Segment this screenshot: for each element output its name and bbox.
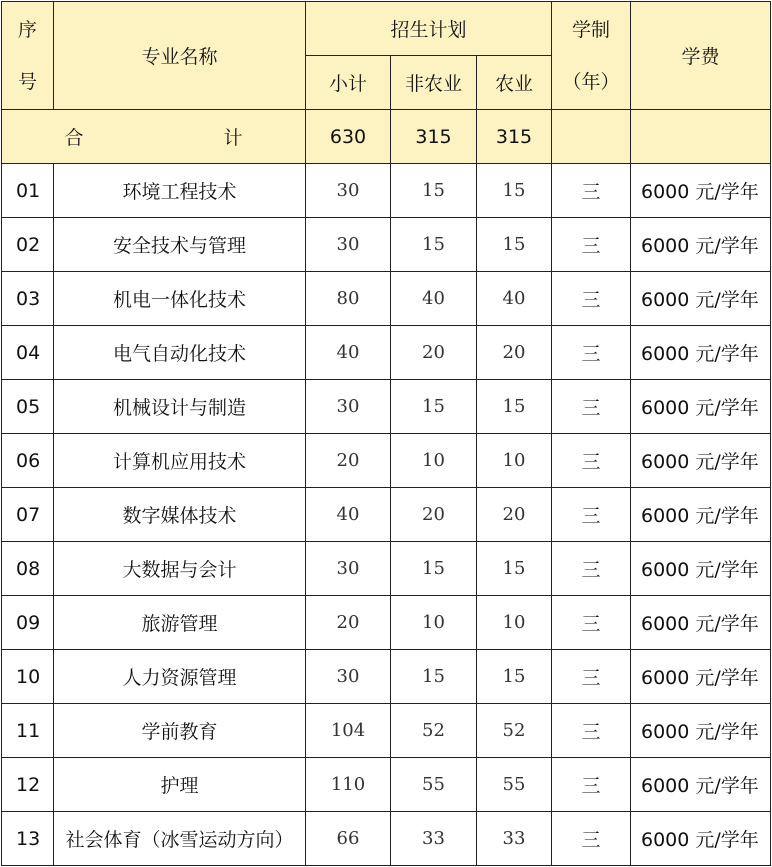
table-row bbox=[2, 272, 771, 326]
cell-agri: 55 bbox=[477, 758, 552, 812]
cell-fee: 6000 元/学年 bbox=[631, 596, 771, 650]
cell-major: 机电一体化技术 bbox=[54, 272, 306, 326]
header-subtotal: 小计 bbox=[306, 56, 391, 110]
cell-major: 安全技术与管理 bbox=[54, 218, 306, 272]
cell-duration: 三 bbox=[552, 812, 631, 866]
cell-subtotal: 110 bbox=[306, 758, 391, 812]
cell-seq: 09 bbox=[2, 596, 54, 650]
header-duration-line1: 学制 bbox=[571, 18, 610, 41]
cell-major: 护理 bbox=[54, 758, 306, 812]
cell-major: 学前教育 bbox=[54, 704, 306, 758]
cell-duration: 三 bbox=[552, 218, 631, 272]
table-row bbox=[2, 542, 771, 596]
cell-subtotal: 30 bbox=[306, 650, 391, 704]
cell-fee: 6000 元/学年 bbox=[631, 434, 771, 488]
cell-duration: 三 bbox=[552, 164, 631, 218]
cell-subtotal: 30 bbox=[306, 218, 391, 272]
cell-fee: 6000 元/学年 bbox=[631, 488, 771, 542]
header-duration bbox=[552, 2, 631, 110]
total-duration bbox=[552, 110, 631, 164]
table-row bbox=[2, 380, 771, 434]
table-row bbox=[2, 758, 771, 812]
cell-fee: 6000 元/学年 bbox=[631, 164, 771, 218]
cell-major: 环境工程技术 bbox=[54, 164, 306, 218]
cell-agri: 10 bbox=[477, 596, 552, 650]
cell-seq: 13 bbox=[2, 812, 54, 866]
cell-fee: 6000 元/学年 bbox=[631, 272, 771, 326]
cell-major: 数字媒体技术 bbox=[54, 488, 306, 542]
header-plan: 招生计划 bbox=[306, 2, 552, 56]
cell-subtotal: 40 bbox=[306, 488, 391, 542]
cell-subtotal: 20 bbox=[306, 434, 391, 488]
cell-fee: 6000 元/学年 bbox=[631, 380, 771, 434]
cell-non-agri: 15 bbox=[391, 380, 477, 434]
cell-duration: 三 bbox=[552, 596, 631, 650]
header-major: 专业名称 bbox=[54, 2, 306, 110]
cell-subtotal: 80 bbox=[306, 272, 391, 326]
cell-subtotal: 30 bbox=[306, 164, 391, 218]
cell-major: 计算机应用技术 bbox=[54, 434, 306, 488]
total-non-agri: 315 bbox=[391, 110, 477, 164]
cell-seq: 03 bbox=[2, 272, 54, 326]
cell-major: 旅游管理 bbox=[54, 596, 306, 650]
cell-seq: 06 bbox=[2, 434, 54, 488]
total-label bbox=[2, 110, 306, 164]
cell-duration: 三 bbox=[552, 704, 631, 758]
cell-fee: 6000 元/学年 bbox=[631, 542, 771, 596]
cell-fee: 6000 元/学年 bbox=[631, 326, 771, 380]
header-agri: 农业 bbox=[477, 56, 552, 110]
cell-agri: 20 bbox=[477, 488, 552, 542]
cell-seq: 04 bbox=[2, 326, 54, 380]
header-non-agri: 非农业 bbox=[391, 56, 477, 110]
cell-duration: 三 bbox=[552, 488, 631, 542]
total-fee bbox=[631, 110, 771, 164]
cell-non-agri: 15 bbox=[391, 650, 477, 704]
table-row bbox=[2, 326, 771, 380]
cell-agri: 20 bbox=[477, 326, 552, 380]
cell-agri: 40 bbox=[477, 272, 552, 326]
cell-seq: 02 bbox=[2, 218, 54, 272]
cell-non-agri: 10 bbox=[391, 434, 477, 488]
cell-non-agri: 15 bbox=[391, 218, 477, 272]
cell-seq: 05 bbox=[2, 380, 54, 434]
cell-duration: 三 bbox=[552, 272, 631, 326]
cell-non-agri: 15 bbox=[391, 164, 477, 218]
header-seq bbox=[2, 2, 54, 110]
cell-non-agri: 15 bbox=[391, 542, 477, 596]
cell-duration: 三 bbox=[552, 650, 631, 704]
total-subtotal: 630 bbox=[306, 110, 391, 164]
cell-seq: 10 bbox=[2, 650, 54, 704]
cell-fee: 6000 元/学年 bbox=[631, 218, 771, 272]
table-row bbox=[2, 596, 771, 650]
cell-major: 人力资源管理 bbox=[54, 650, 306, 704]
cell-agri: 10 bbox=[477, 434, 552, 488]
cell-major: 电气自动化技术 bbox=[54, 326, 306, 380]
cell-agri: 15 bbox=[477, 380, 552, 434]
cell-non-agri: 10 bbox=[391, 596, 477, 650]
cell-major: 社会体育（冰雪运动方向） bbox=[54, 812, 306, 866]
table-row bbox=[2, 704, 771, 758]
cell-duration: 三 bbox=[552, 380, 631, 434]
table-row bbox=[2, 164, 771, 218]
table-row bbox=[2, 218, 771, 272]
cell-fee: 6000 元/学年 bbox=[631, 812, 771, 866]
header-seq-line1: 序 bbox=[17, 18, 37, 41]
cell-non-agri: 40 bbox=[391, 272, 477, 326]
header-seq-line2: 号 bbox=[17, 70, 37, 93]
cell-duration: 三 bbox=[552, 758, 631, 812]
cell-duration: 三 bbox=[552, 434, 631, 488]
total-label-right: 计 bbox=[223, 127, 243, 149]
cell-subtotal: 104 bbox=[306, 704, 391, 758]
cell-agri: 15 bbox=[477, 542, 552, 596]
table-row bbox=[2, 488, 771, 542]
cell-agri: 52 bbox=[477, 704, 552, 758]
total-label-left: 合 bbox=[64, 127, 84, 149]
cell-non-agri: 20 bbox=[391, 326, 477, 380]
header-fee: 学费 bbox=[631, 2, 771, 110]
table-row bbox=[2, 434, 771, 488]
table-row bbox=[2, 812, 771, 866]
cell-seq: 07 bbox=[2, 488, 54, 542]
cell-fee: 6000 元/学年 bbox=[631, 650, 771, 704]
cell-agri: 33 bbox=[477, 812, 552, 866]
cell-major: 大数据与会计 bbox=[54, 542, 306, 596]
cell-seq: 11 bbox=[2, 704, 54, 758]
cell-seq: 01 bbox=[2, 164, 54, 218]
cell-duration: 三 bbox=[552, 542, 631, 596]
cell-non-agri: 52 bbox=[391, 704, 477, 758]
enrollment-plan-table bbox=[1, 1, 771, 866]
cell-subtotal: 30 bbox=[306, 542, 391, 596]
cell-non-agri: 20 bbox=[391, 488, 477, 542]
cell-agri: 15 bbox=[477, 650, 552, 704]
cell-agri: 15 bbox=[477, 164, 552, 218]
cell-subtotal: 20 bbox=[306, 596, 391, 650]
cell-duration: 三 bbox=[552, 326, 631, 380]
cell-subtotal: 66 bbox=[306, 812, 391, 866]
table-row bbox=[2, 650, 771, 704]
cell-seq: 08 bbox=[2, 542, 54, 596]
cell-fee: 6000 元/学年 bbox=[631, 758, 771, 812]
cell-agri: 15 bbox=[477, 218, 552, 272]
cell-non-agri: 55 bbox=[391, 758, 477, 812]
cell-fee: 6000 元/学年 bbox=[631, 704, 771, 758]
cell-subtotal: 40 bbox=[306, 326, 391, 380]
cell-major: 机械设计与制造 bbox=[54, 380, 306, 434]
total-agri: 315 bbox=[477, 110, 552, 164]
header-duration-line2: （年） bbox=[562, 70, 620, 93]
cell-subtotal: 30 bbox=[306, 380, 391, 434]
cell-seq: 12 bbox=[2, 758, 54, 812]
cell-non-agri: 33 bbox=[391, 812, 477, 866]
